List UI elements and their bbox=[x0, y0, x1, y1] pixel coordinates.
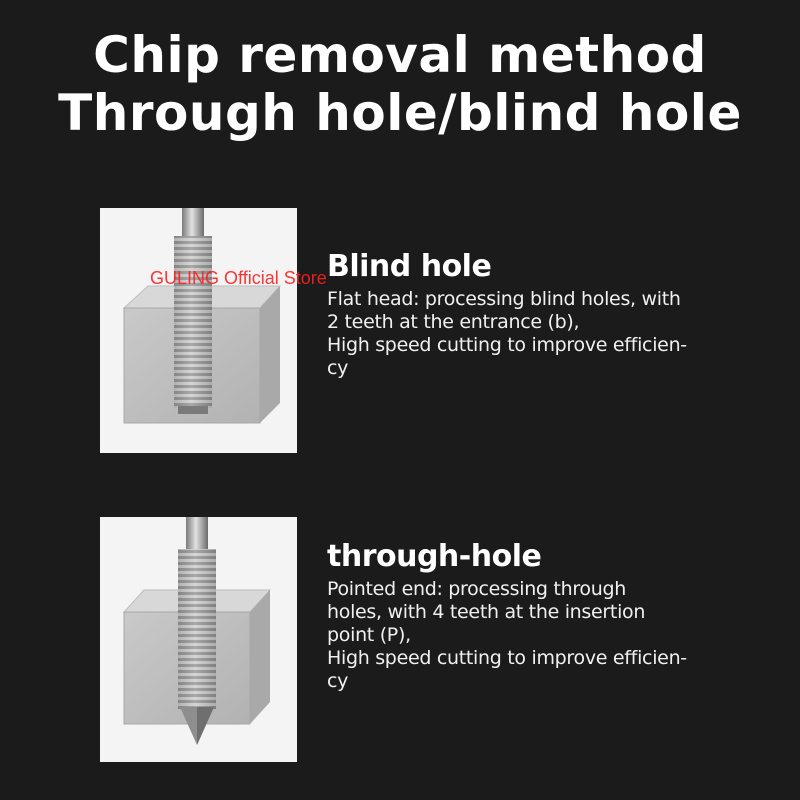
description-line: High speed cutting to improve efficien- bbox=[327, 334, 687, 356]
through-hole-image bbox=[100, 517, 297, 762]
section-description bbox=[327, 578, 747, 693]
description-line: cy bbox=[327, 670, 349, 692]
page-title bbox=[0, 26, 800, 142]
description-line: Flat head: processing blind holes, with bbox=[327, 288, 681, 310]
description-line: cy bbox=[327, 357, 349, 379]
blind-hole-text bbox=[327, 246, 747, 380]
title-line-2: Through hole/blind hole bbox=[58, 84, 742, 142]
section-description bbox=[327, 288, 747, 380]
tap-in-through-hole-illustration bbox=[100, 517, 297, 762]
description-line: 2 teeth at the entrance (b), bbox=[327, 311, 580, 333]
description-line: High speed cutting to improve efficien- bbox=[327, 647, 687, 669]
tap-in-blind-hole-illustration bbox=[100, 208, 297, 453]
description-line: point (P), bbox=[327, 624, 411, 646]
description-line: holes, with 4 teeth at the insertion bbox=[327, 601, 646, 623]
section-heading: Blind hole bbox=[327, 249, 492, 284]
section-heading: through-hole bbox=[327, 539, 542, 574]
through-hole-text bbox=[327, 536, 747, 693]
title-line-1: Chip removal method bbox=[93, 26, 707, 84]
description-line: Pointed end: processing through bbox=[327, 578, 626, 600]
blind-hole-image bbox=[100, 208, 297, 453]
watermark-text: GULING Official Store bbox=[150, 268, 327, 288]
